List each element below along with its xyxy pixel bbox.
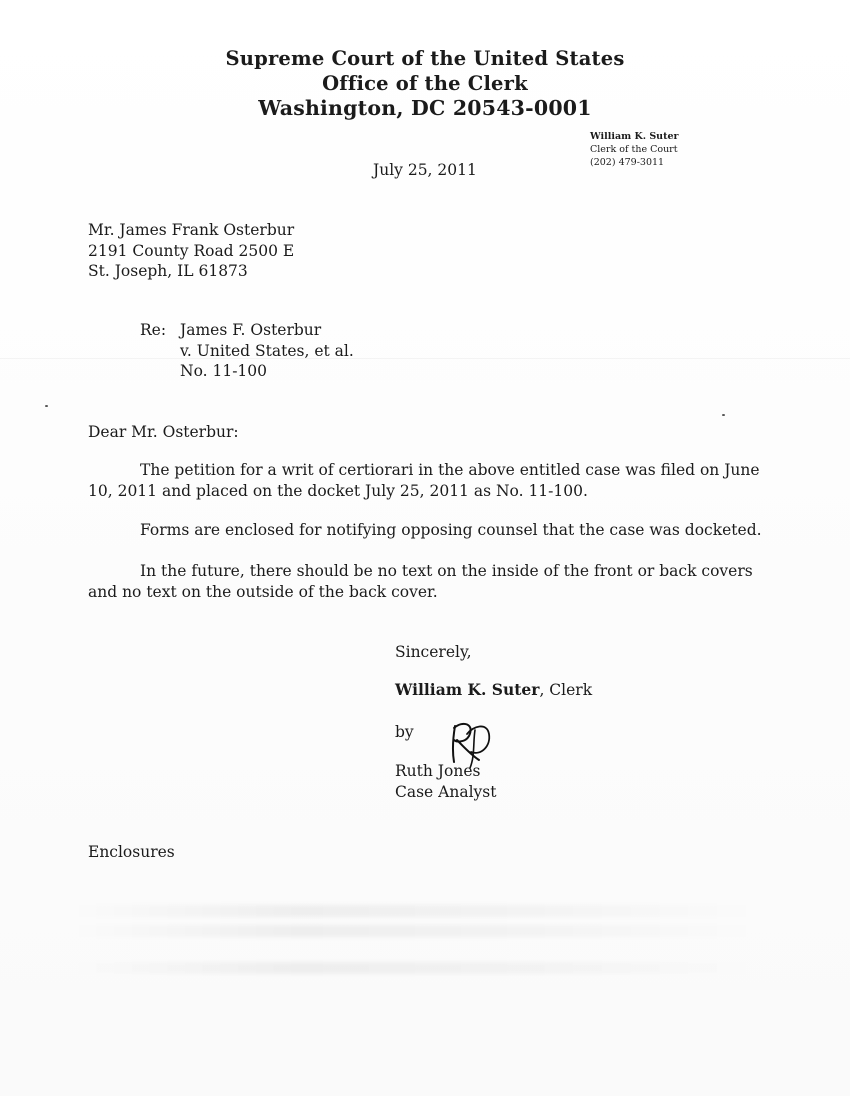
paper-fold xyxy=(0,358,850,359)
letterhead xyxy=(0,46,850,121)
re-case-party: James F. Osterbur xyxy=(180,321,322,339)
show-through-mark xyxy=(70,962,760,974)
letterhead-address: Washington, DC 20543-0001 xyxy=(258,96,592,120)
scan-speck xyxy=(45,405,48,407)
paragraph-line: In the future, there should be no text on the inside of the front or back covers xyxy=(140,562,753,580)
signer-line xyxy=(395,680,592,700)
recipient-name: Mr. James Frank Osterbur xyxy=(88,221,295,239)
letter-date: July 25, 2011 xyxy=(373,161,477,179)
recipient-address xyxy=(88,220,294,282)
signer-name: William K. Suter xyxy=(395,680,540,699)
letterhead-court: Supreme Court of the United States xyxy=(225,47,625,70)
analyst-name: Ruth Jones xyxy=(395,762,481,780)
analyst-block xyxy=(395,761,496,802)
paragraph-forms xyxy=(88,520,762,541)
clerk-info xyxy=(590,130,679,169)
clerk-title: Clerk of the Court xyxy=(590,144,678,155)
recipient-street: 2191 County Road 2500 E xyxy=(88,241,295,260)
recipient-city: St. Joseph, IL 61873 xyxy=(88,262,248,280)
re-block xyxy=(180,320,354,382)
salutation: Dear Mr. Osterbur: xyxy=(88,423,239,441)
signer-title: , Clerk xyxy=(539,681,593,699)
scan-speck xyxy=(722,414,725,416)
paragraph-line: Forms are enclosed for notifying opposing counsel that the case was docketed. xyxy=(140,521,762,539)
clerk-name: William K. Suter xyxy=(590,131,679,142)
clerk-phone: (202) 479-3011 xyxy=(590,157,665,168)
by-label: by xyxy=(395,723,414,741)
show-through-mark xyxy=(70,925,760,937)
re-case-opponent: v. United States, et al. xyxy=(180,341,354,360)
re-case-number: No. 11-100 xyxy=(180,362,268,380)
valediction: Sincerely, xyxy=(395,643,472,661)
enclosures-note: Enclosures xyxy=(88,843,175,861)
paragraph-covers xyxy=(88,561,758,602)
paragraph-line: 10, 2011 and placed on the docket July 25, 2011 as No. 11-100. xyxy=(88,481,588,500)
paragraph-line: and no text on the outside of the back cover. xyxy=(88,582,438,601)
re-label: Re: xyxy=(140,321,167,339)
show-through-mark xyxy=(70,905,760,917)
letterhead-office: Office of the Clerk xyxy=(322,72,528,95)
paragraph-line: The petition for a writ of certiorari in the above entitled case was filed on June xyxy=(140,461,760,479)
analyst-title: Case Analyst xyxy=(395,782,497,801)
paragraph-filing xyxy=(88,460,758,501)
